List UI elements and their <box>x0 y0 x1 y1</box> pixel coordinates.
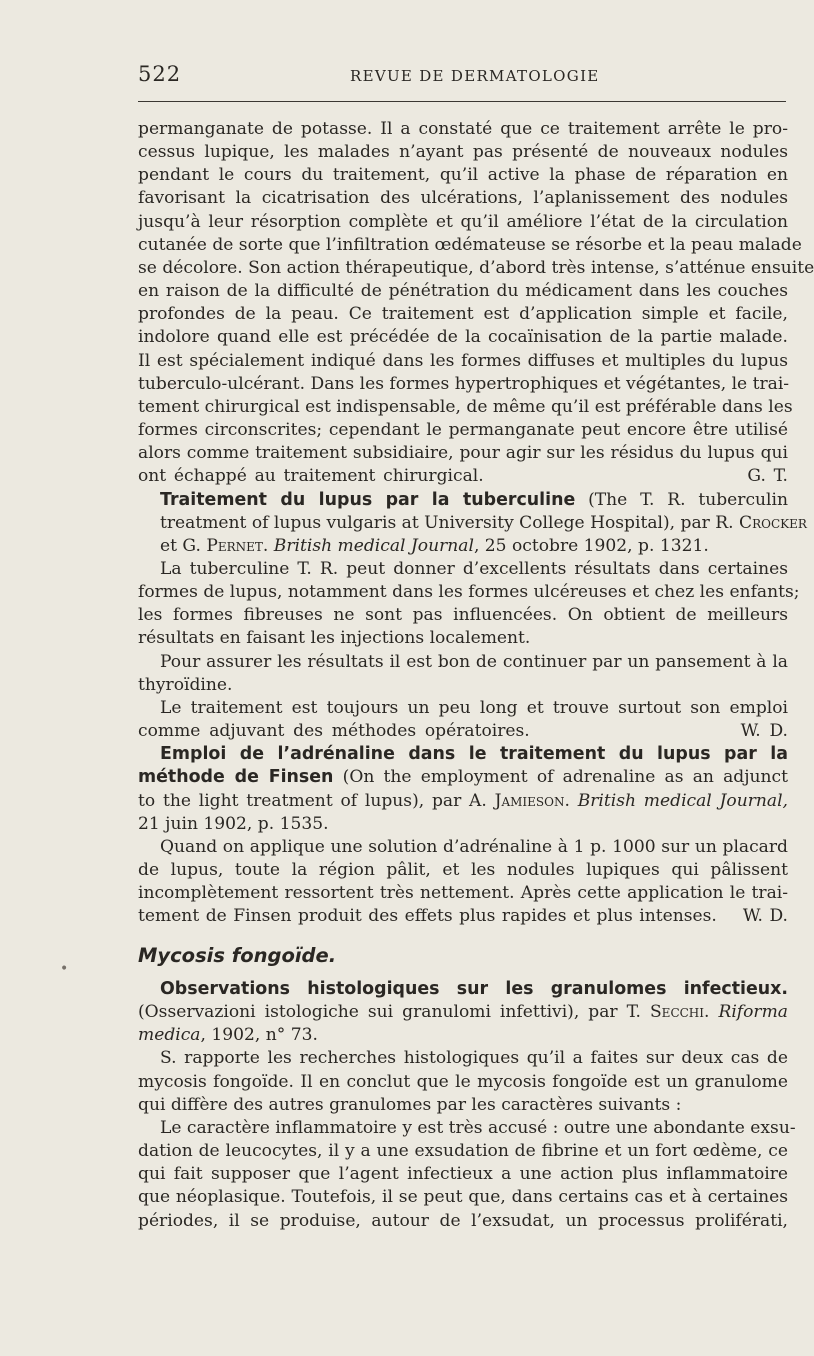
text-line: permanganate de potasse. Il a constaté que ce traitement arrête le pro- <box>138 119 788 139</box>
article-title: Traitement du lupus par la tuberculine <box>160 489 576 510</box>
text-line: qui diffère des autres granulomes par les caractères suivants : <box>138 1094 682 1115</box>
text-line <box>138 766 788 789</box>
text-line: cutanée de sorte que l’infiltration œdémateuse se résorbe et la peau malade <box>138 234 802 255</box>
page-number: 522 <box>138 62 182 86</box>
text-line <box>138 512 807 535</box>
paragraph-permanganate <box>138 118 814 489</box>
text-line: pendant le cours du traitement, qu’il active la phase de réparation en <box>138 165 788 186</box>
text-line: formes de lupus, notamment dans les formes ulcéreuses et chez les enfants; <box>138 582 800 603</box>
journal-name: British medical Journal, <box>577 790 788 811</box>
author-name: Secchi <box>649 1002 705 1023</box>
citation-text: . <box>564 790 578 811</box>
running-head: REVUE DE DERMATOLOGIE <box>350 67 600 85</box>
text-line <box>138 1024 788 1047</box>
text-line: 21 juin 1902, p. 1535. <box>138 813 329 834</box>
text-line: que néoplasique. Toutefois, il se peut que, dans certains cas et à certaines <box>138 1187 788 1208</box>
article-title: méthode de Finsen <box>138 767 334 788</box>
margin-mark: • <box>60 961 69 977</box>
text-line <box>138 743 788 766</box>
paragraph-granulomes-2 <box>138 1117 796 1233</box>
paragraph-tuberculine-3 <box>138 697 788 743</box>
paragraph-tuberculine-2 <box>138 651 788 697</box>
text-line <box>138 978 788 1001</box>
page-header <box>138 62 786 90</box>
author-name: Pernet <box>206 535 263 556</box>
text-line: se décolore. Son action thérapeutique, d’abord très intense, s’atténue ensuite <box>138 257 814 278</box>
text-line: tement chirurgical est indispensable, de même qu’il est préférable dans les <box>138 396 793 417</box>
text-line: tement de Finsen produit des effets plus rapides et plus intenses. W. D. <box>138 906 788 927</box>
text-line: ont échappé au traitement chirurgical. G. T. <box>138 466 788 487</box>
text-line: Le traitement est toujours un peu long et trouve surtout son emploi <box>160 697 788 718</box>
citation-text: to the light treatment of lupus), par A. <box>138 790 495 811</box>
text-line: indolore quand elle est précédée de la cocaïnisation de la partie malade. <box>138 327 788 348</box>
text-line: favorisant la cicatrisation des ulcérations, l’aplanissement des nodules <box>138 188 788 209</box>
text-line: jusqu’à leur résorption complète et qu’il améliore l’état de la circulation <box>138 211 788 232</box>
text-line: S. rapporte les recherches histologiques qu’il a faites sur deux cas de <box>160 1048 788 1069</box>
citation-text: , 1902, n° 73. <box>200 1025 318 1046</box>
text-line: Quand on applique une solution d’adrénaline à 1 p. 1000 sur un placard <box>160 836 788 857</box>
article-title: Emploi de l’adrénaline dans le traitement du lupus par la <box>160 744 788 765</box>
text-line: résultats en faisant les injections localement. <box>138 628 531 649</box>
text-line: les formes fibreuses ne sont pas influencées. On obtient de meilleurs <box>138 605 788 626</box>
text-line: mycosis fongoïde. Il en conclut que le mycosis fongoïde est un granulome <box>138 1071 788 1092</box>
journal-name: British medical Journal <box>273 535 474 556</box>
text-line: formes circonscrites; cependant le permanganate peut encore être utilisé <box>138 420 788 441</box>
text-line <box>138 535 788 558</box>
citation-text: (Osservazioni istologiche sui granulomi infettivi), par T. <box>138 1002 650 1023</box>
article-adrenaline-heading <box>138 743 788 836</box>
author-name: Jamieson <box>494 790 565 811</box>
author-name: Crocker <box>739 512 807 533</box>
text-line <box>138 489 788 512</box>
header-rule <box>138 101 786 102</box>
main-text-continued <box>138 978 796 1233</box>
text-line: thyroïdine. <box>138 674 233 695</box>
text-line: alors comme traitement subsidiaire, pour agir sur les résidus du lupus qui <box>138 443 788 464</box>
journal-name: medica <box>138 1025 201 1046</box>
text-line: tuberculo-ulcérant. Dans les formes hypertrophiques et végétantes, le trai- <box>138 373 790 394</box>
article-granulomes-heading <box>138 978 788 1047</box>
text-line: Le caractère inflammatoire y est très accusé : outre une abondante exsu- <box>160 1117 796 1138</box>
journal-name: Riforma <box>718 1002 788 1023</box>
text-line: comme adjuvant des méthodes opératoires. W. D. <box>138 721 788 742</box>
text-line: Pour assurer les résultats il est bon de continuer par un pansement à la <box>160 651 788 672</box>
text-line: dation de leucocytes, il y a une exsudation de fibrine et un fort œdème, ce <box>138 1141 788 1162</box>
text-line: La tuberculine T. R. peut donner d’excellents résultats dans certaines <box>160 558 788 579</box>
text-line: de lupus, toute la région pâlit, et les nodules lupiques qui pâlissent <box>138 860 788 880</box>
text-line: profondes de la peau. Ce traitement est d’application simple et facile, <box>138 304 788 325</box>
text-line: en raison de la difficulté de pénétration du médicament dans les couches <box>138 281 788 302</box>
citation-text: , 25 octobre 1902, p. 1321. <box>473 535 709 556</box>
text-line: qui fait supposer que l’agent infectieux a une action plus inflammatoire <box>138 1164 788 1185</box>
paragraph-tuberculine-1 <box>138 558 800 651</box>
citation-text: et G. <box>160 535 207 556</box>
paragraph-adrenaline-1 <box>138 836 788 929</box>
text-line: Il est spécialement indiqué dans les formes diffuses et multiples du lupus <box>138 350 788 371</box>
citation-text: . <box>262 535 274 556</box>
main-text <box>138 118 814 928</box>
text-line <box>138 1001 788 1024</box>
text-line: cessus lupique, les malades n’ayant pas présenté de nouveaux nodules <box>138 142 788 163</box>
citation-text: treatment of lupus vulgaris at University College Hospital), par R. <box>160 512 740 533</box>
text-line: périodes, il se produise, autour de l’exsudat, un processus proliférati, <box>138 1210 788 1231</box>
section-title: Mycosis fongoïde. <box>138 944 337 967</box>
text-line <box>138 790 788 813</box>
citation-text: . <box>704 1002 719 1023</box>
article-tuberculine-heading <box>138 489 807 558</box>
paragraph-granulomes-1 <box>138 1047 788 1116</box>
article-title: Observations histologiques sur les granulomes infectieux. <box>160 979 788 999</box>
article-title-rest: (The T. R. tuberculin <box>575 489 788 510</box>
text-line: incomplètement ressortent très nettement. Après cette application le trai- <box>138 883 788 904</box>
article-title-rest: (On the employment of adrenaline as an adjunct <box>333 767 789 788</box>
